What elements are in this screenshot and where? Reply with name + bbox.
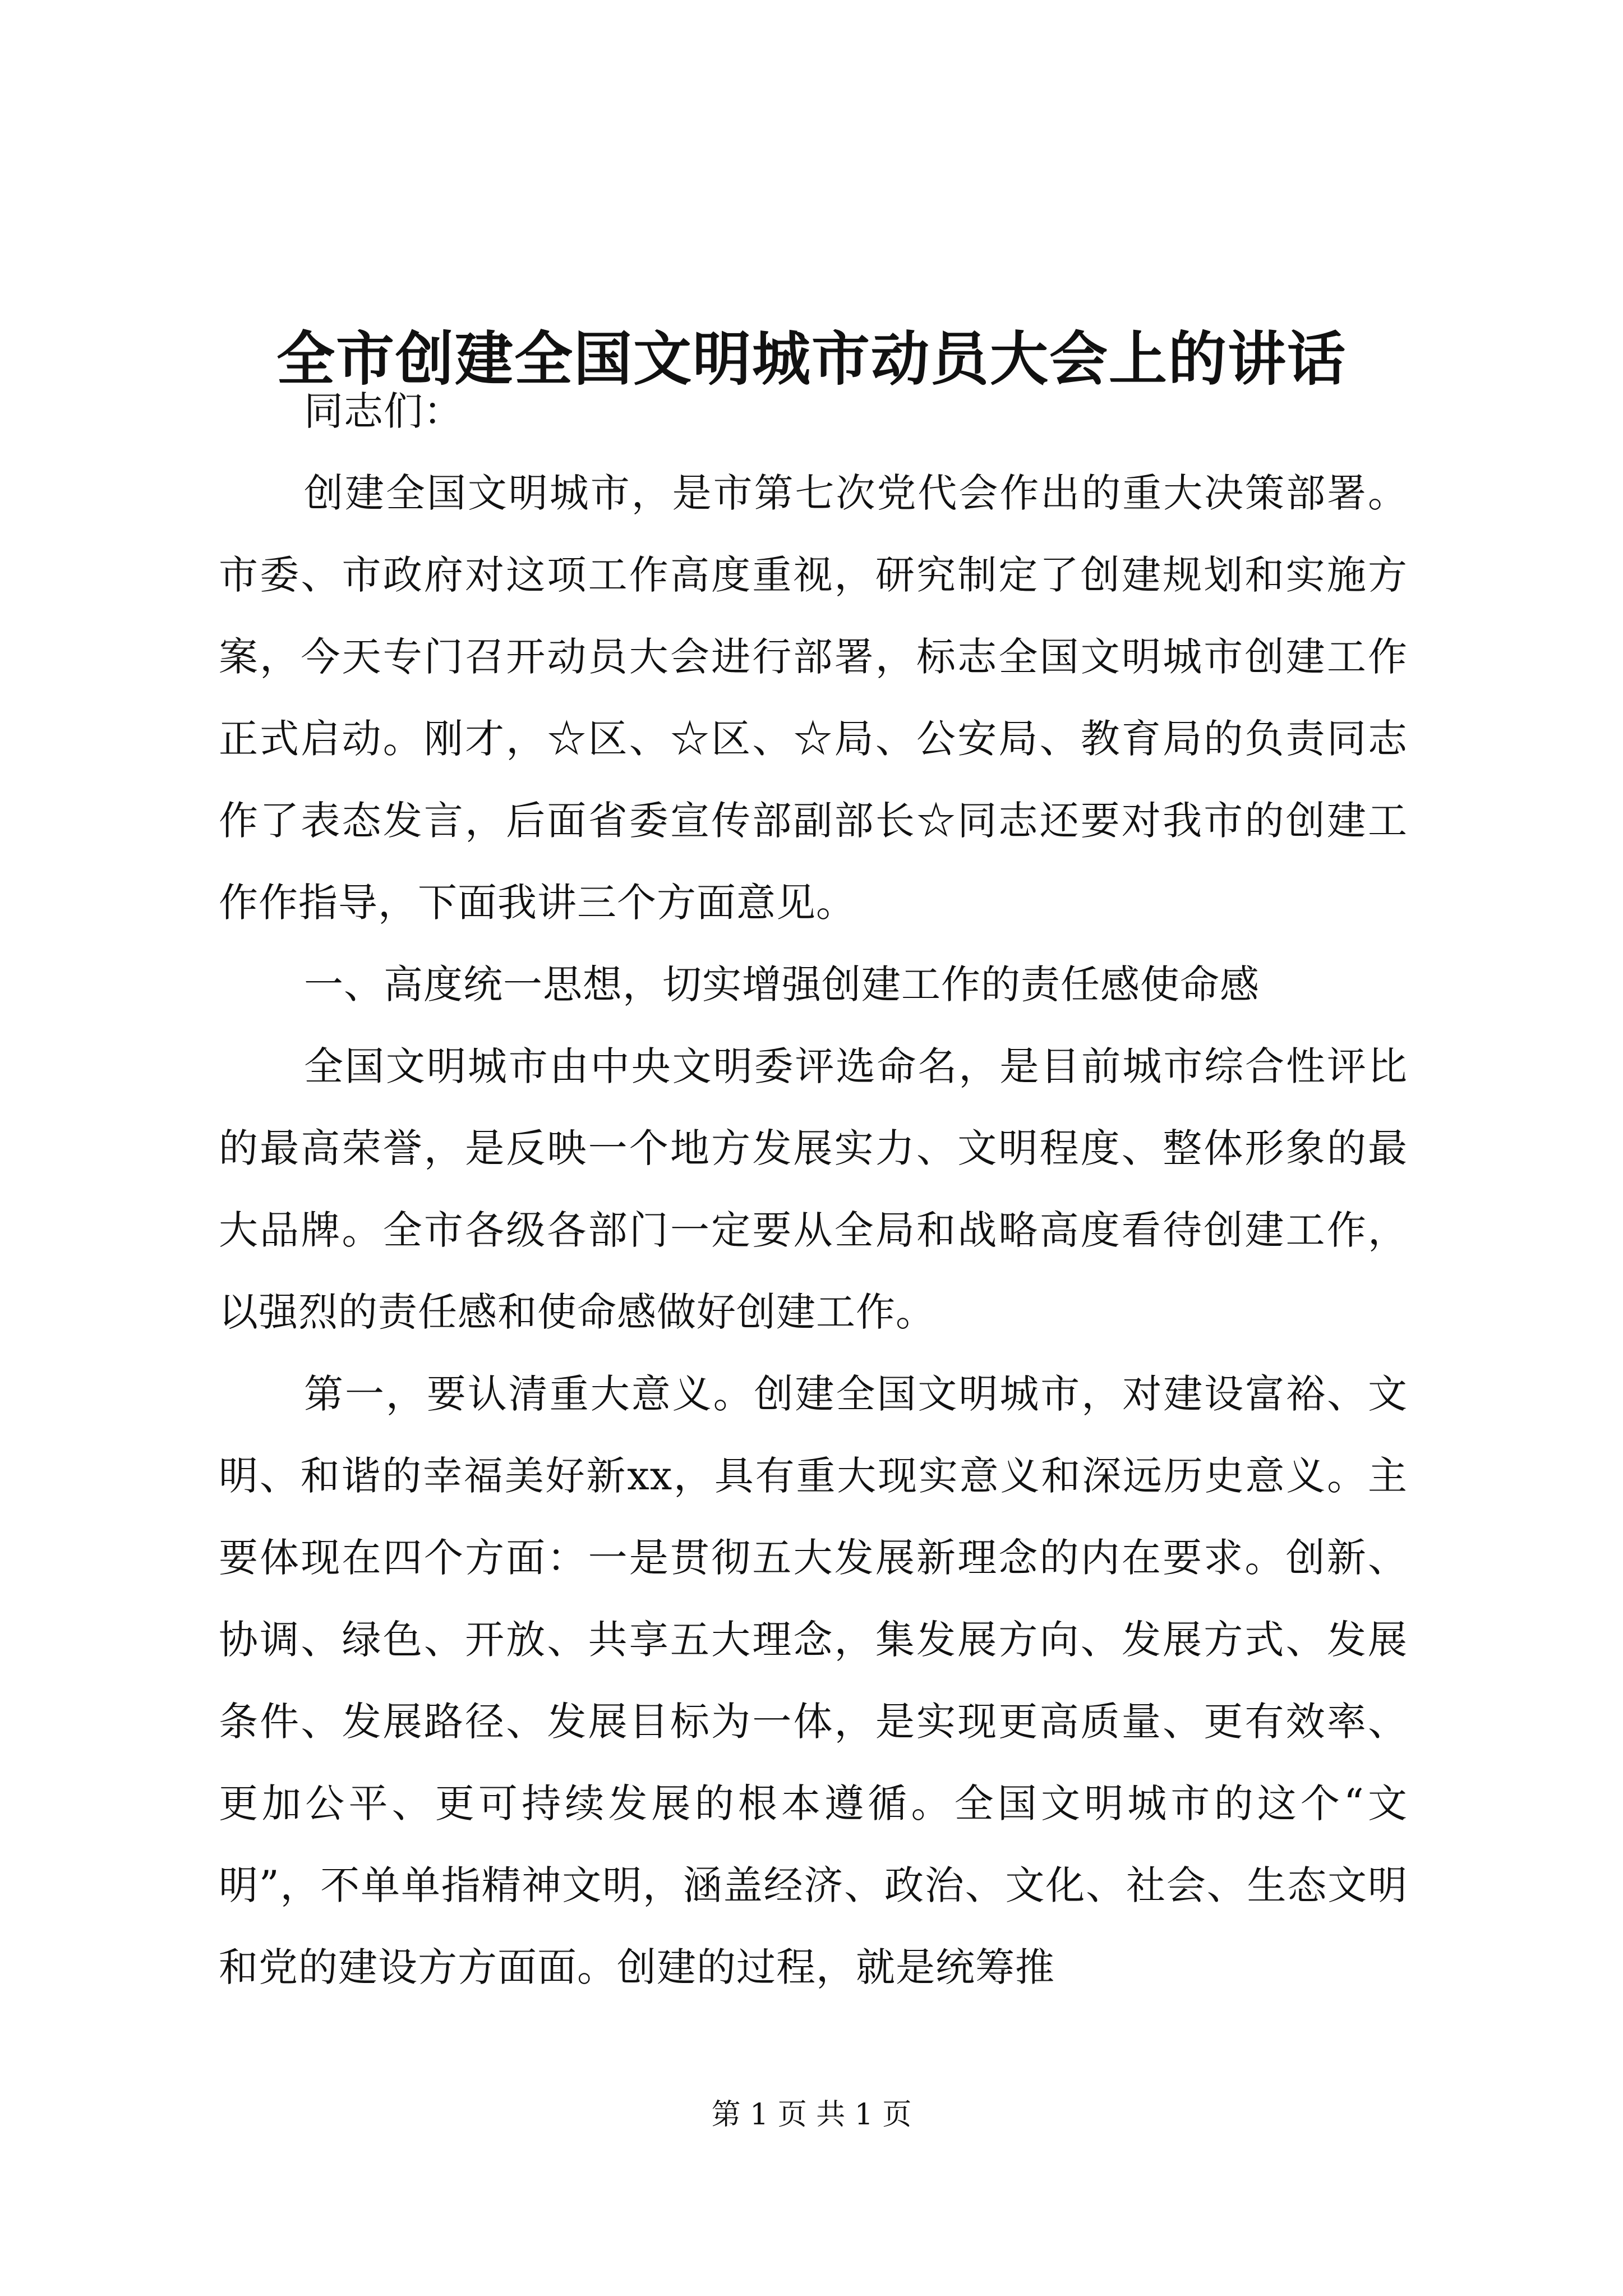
document-title: 全市创建全国文明城市动员大会上的讲话 (276, 324, 1347, 393)
paragraph-first-point: 第一，要认清重大意义。创建全国文明城市，对建设富裕、文明、和谐的幸福美好新xx，具有重大现实意义和深远历史意义。主要体现在四个方面：一是贯彻五大发展新理念的内在要求。创新、协调、绿色、开放、共享五大理念，集发展方向、发展方式、发展条件、发展路径、发展目标为一体，是实现更高质量、更有效率、更加公平、更可持续发展的根本遵循。全国文明城市的这个“文明”，不单单指精神文明，涵盖经济、政治、文化、社会、生态文明和党的建设方方面面。创建的过程，就是统筹推 (219, 1371, 1408, 1990)
paragraph-section-intro: 全国文明城市由中央文明委评选命名，是目前城市综合性评比的最高荣誉，是反映一个地方发展实力、文明程度、整体形象的最大品牌。全市各级各部门一定要从全局和战略高度看待创建工作，以强烈的责任感和使命感做好创建工作。 (219, 1043, 1408, 1335)
salutation: 同志们： (304, 388, 463, 434)
page-footer: 第 1 页 共 1 页 (711, 2098, 912, 2132)
section-heading: 一、高度统一思想，切实增强创建工作的责任感使命感 (304, 961, 1260, 1007)
paragraph-intro: 创建全国文明城市，是市第七次党代会作出的重大决策部署。市委、市政府对这项工作高度重视，研究制定了创建规划和实施方案，今天专门召开动员大会进行部署，标志全国文明城市创建工作正式启动。刚才，☆区、☆区、☆局、公安局、教育局的负责同志作了表态发言，后面省委宣传部副部长☆同志还要对我市的创建工作作指导，下面我讲三个方面意见。 (219, 470, 1408, 926)
document-body (219, 370, 1408, 2008)
